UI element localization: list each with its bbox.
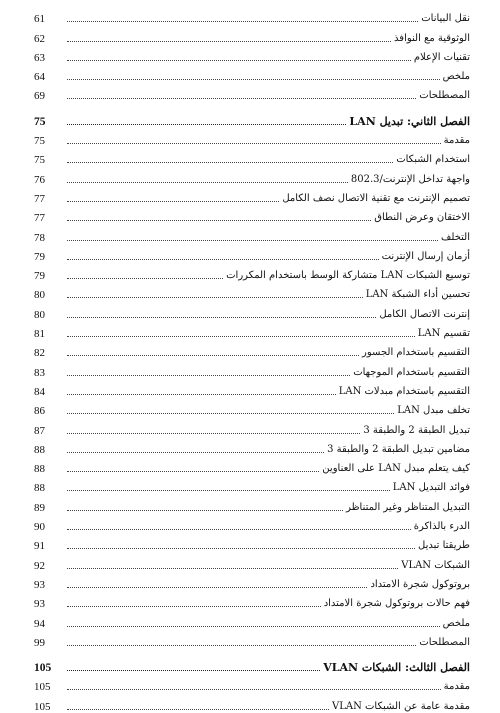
toc-entry — [34, 301, 470, 320]
toc-page-number: 78 — [34, 231, 45, 244]
dot-leader — [67, 278, 223, 279]
toc-entry — [34, 205, 470, 224]
toc-page-number: 82 — [34, 347, 45, 360]
toc-page-number: 105 — [34, 700, 51, 713]
toc-page-number: 93 — [34, 598, 45, 611]
toc-page-number: 91 — [34, 540, 45, 553]
toc-entry-title: طريقتا تبديل — [418, 540, 470, 552]
toc-entry — [34, 244, 470, 263]
toc-page-number: 93 — [34, 578, 45, 591]
toc-entry — [34, 282, 470, 301]
toc-entry — [34, 475, 470, 494]
toc-page-number: 94 — [34, 617, 45, 630]
toc-entry — [34, 45, 470, 64]
toc-entry-title: مقدمة — [443, 135, 470, 147]
toc-entry — [34, 379, 470, 398]
toc-page-number: 61 — [34, 13, 45, 26]
dot-leader — [67, 394, 336, 395]
toc-entry-title: الفصل الثالث: الشبكات VLAN — [323, 661, 470, 675]
toc-entry — [34, 128, 470, 147]
toc-entry-title: كيف يتعلم مبدل LAN على العناوين — [322, 463, 470, 475]
toc-entry — [34, 398, 470, 417]
dot-leader — [67, 626, 440, 627]
toc-entry-title: تحسين أداء الشبكة LAN — [365, 289, 470, 301]
toc-entry-title: التقسيم باستخدام الموجهات — [353, 366, 470, 378]
toc-entry-title: مضامين تبديل الطبقة 2 والطبقة 3 — [327, 443, 470, 455]
dot-leader — [67, 336, 415, 337]
toc-page-number: 64 — [34, 71, 45, 84]
toc-entry-title: تصميم الإنترنت مع تقنية الاتصال نصف الكامل — [282, 192, 470, 204]
dot-leader — [67, 606, 321, 607]
toc-entry-title: الشبكات VLAN — [401, 559, 470, 571]
toc-page-number: 105 — [34, 662, 52, 675]
table-of-contents — [34, 6, 470, 713]
dot-leader — [67, 375, 350, 376]
toc-entry-title: استخدام الشبكات — [396, 154, 470, 166]
dot-leader — [67, 240, 438, 241]
toc-page-number: 90 — [34, 521, 45, 534]
toc-entry-title: التخلف — [441, 231, 470, 243]
toc-page-number: 105 — [34, 681, 51, 694]
toc-entry-title: التقسيم باستخدام مبدلات LAN — [338, 385, 470, 397]
toc-entry — [34, 83, 470, 102]
dot-leader — [67, 529, 411, 530]
dot-leader — [67, 259, 379, 260]
dot-leader — [67, 510, 343, 511]
toc-entry-title: الفصل الثاني: تبديل LAN — [349, 114, 470, 128]
dot-leader — [67, 452, 324, 453]
toc-entry — [34, 186, 470, 205]
toc-entry — [34, 166, 470, 185]
dot-leader — [67, 645, 416, 646]
toc-page-number: 80 — [34, 308, 45, 321]
toc-page-number: 62 — [34, 32, 45, 45]
toc-page-number: 77 — [34, 192, 45, 205]
toc-entry-title: ملخص — [442, 617, 470, 629]
toc-entry — [34, 456, 470, 475]
dot-leader — [67, 60, 411, 61]
dot-leader — [67, 21, 418, 22]
toc-entry-title: الاختقان وعرض النطاق — [374, 212, 470, 224]
toc-entry — [34, 25, 470, 44]
toc-entry — [34, 630, 470, 649]
toc-page-number: 88 — [34, 463, 45, 476]
toc-page-number: 87 — [34, 424, 45, 437]
toc-page-number: 88 — [34, 482, 45, 495]
toc-page-number: 76 — [34, 173, 45, 186]
toc-entry-title: إنترنت الاتصال الكامل — [379, 308, 470, 320]
toc-entry-title: التقسيم باستخدام الجسور — [362, 347, 470, 359]
dot-leader — [67, 220, 371, 221]
toc-entry — [34, 64, 470, 83]
dot-leader — [67, 413, 394, 414]
toc-page-number: 79 — [34, 270, 45, 283]
dot-leader — [67, 162, 393, 163]
dot-leader — [67, 471, 319, 472]
toc-entry-title: بروتوكول شجرة الامتداد — [370, 578, 470, 590]
dot-leader — [67, 490, 390, 491]
dot-leader — [67, 297, 363, 298]
toc-entry — [34, 359, 470, 378]
toc-entry-title: تخلف مبدل LAN — [397, 405, 470, 417]
dot-leader — [67, 182, 348, 183]
toc-entry — [34, 437, 470, 456]
toc-page-number: 79 — [34, 250, 45, 263]
toc-entry-title: نقل البيانات — [421, 13, 470, 25]
toc-entry-title: تقنيات الإعلام — [413, 51, 470, 63]
toc-page-number: 99 — [34, 636, 45, 649]
toc-page-number: 75 — [34, 135, 45, 148]
toc-entry — [34, 514, 470, 533]
toc-page-number: 84 — [34, 385, 45, 398]
dot-leader — [67, 355, 359, 356]
toc-entry — [34, 591, 470, 610]
toc-entry-title: المصطلحات — [419, 636, 470, 648]
toc-entry — [34, 610, 470, 629]
toc-page-number: 88 — [34, 443, 45, 456]
toc-entry-title: الوثوقية مع النوافذ — [394, 32, 470, 44]
toc-page-number: 80 — [34, 289, 45, 302]
toc-entry-title: مقدمة — [443, 681, 470, 693]
toc-entry-title: الدرء بالذاكرة — [413, 521, 470, 533]
dot-leader — [67, 670, 320, 671]
toc-entry — [34, 340, 470, 359]
toc-entry-title: توسيع الشبكات LAN متشاركة الوسط باستخدام المكررات — [226, 270, 470, 282]
dot-leader — [67, 568, 398, 569]
dot-leader — [67, 587, 367, 588]
dot-leader — [67, 79, 440, 80]
toc-page-number: 75 — [34, 115, 46, 128]
dot-leader — [67, 143, 441, 144]
toc-page-number: 75 — [34, 154, 45, 167]
toc-page-number: 86 — [34, 405, 45, 418]
toc-entry-title: واجهة تداخل الإنترنت/802.3 — [350, 173, 470, 185]
dot-leader — [67, 709, 329, 710]
toc-page-number: 89 — [34, 501, 45, 514]
toc-page-number: 77 — [34, 212, 45, 225]
toc-entry — [34, 674, 470, 693]
toc-page-number: 83 — [34, 366, 45, 379]
toc-entry-title: تبديل الطبقة 2 والطبقة 3 — [363, 424, 470, 436]
toc-entry-title: المصطلحات — [419, 90, 470, 102]
toc-entry-title: فهم حالات بروتوكول شجرة الامتداد — [323, 598, 470, 610]
toc-entry-title: التبديل المتناظر وغير المتناظر — [346, 501, 470, 513]
toc-entry — [34, 417, 470, 436]
dot-leader — [67, 41, 391, 42]
dot-leader — [67, 548, 415, 549]
dot-leader — [67, 433, 360, 434]
toc-entry — [34, 6, 470, 25]
toc-page-number: 63 — [34, 51, 45, 64]
toc-entry — [34, 147, 470, 166]
toc-chapter-heading — [34, 108, 470, 127]
dot-leader — [67, 689, 441, 690]
toc-entry-title: تقسيم LAN — [417, 328, 470, 340]
dot-leader — [67, 201, 279, 202]
toc-entry — [34, 224, 470, 243]
toc-page-number: 81 — [34, 328, 45, 341]
toc-entry — [34, 494, 470, 513]
toc-entry — [34, 533, 470, 552]
toc-entry — [34, 552, 470, 571]
dot-leader — [67, 317, 376, 318]
toc-entry-title: مقدمة عامة عن الشبكات VLAN — [332, 700, 470, 712]
toc-entry — [34, 263, 470, 282]
dot-leader — [67, 98, 416, 99]
toc-entry-title: فوائد التبديل LAN — [392, 482, 470, 494]
dot-leader — [67, 124, 346, 125]
toc-chapter-heading — [34, 655, 470, 674]
toc-entry-title: ملخص — [442, 71, 470, 83]
toc-page-number: 92 — [34, 559, 45, 572]
toc-page-number: 69 — [34, 90, 45, 103]
toc-entry-title: أزمان إرسال الإنترنت — [381, 250, 470, 262]
toc-entry — [34, 572, 470, 591]
toc-entry — [34, 693, 470, 712]
toc-entry — [34, 321, 470, 340]
